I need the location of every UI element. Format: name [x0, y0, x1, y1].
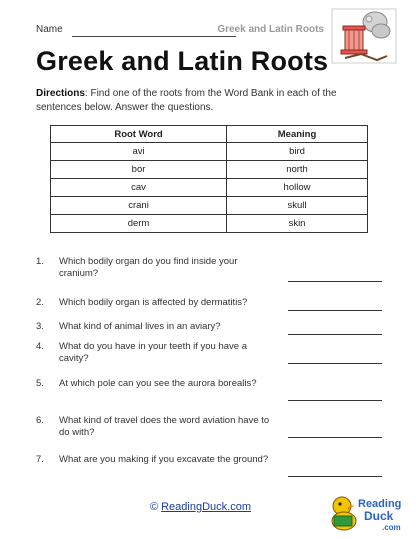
answer-line[interactable] [288, 310, 382, 311]
name-field-line[interactable] [72, 36, 236, 37]
header-meaning: Meaning [227, 126, 368, 143]
copyright-symbol: © [150, 501, 159, 513]
answer-line[interactable] [288, 476, 382, 477]
question-text: What kind of animal lives in an aviary? [59, 321, 221, 332]
reading-duck-logo [328, 480, 408, 534]
logo-word-duck: Duck [364, 509, 394, 523]
header-root-word: Root Word [51, 126, 227, 143]
question-text: At which pole can you see the aurora borealis? [59, 378, 257, 389]
meaning-cell: skull [227, 197, 368, 215]
table-row [51, 143, 368, 161]
question-item [36, 378, 382, 415]
meaning-cell: bird [227, 143, 368, 161]
question-text: What are you making if you excavate the ground? [59, 454, 269, 465]
question-item [36, 297, 382, 321]
answer-line[interactable] [288, 400, 382, 401]
question-text: Which bodily organ is affected by dermatitis? [59, 297, 248, 308]
question-number: 4. [36, 341, 44, 352]
table-row [51, 161, 368, 179]
word-bank-header-row [51, 126, 368, 143]
table-row [51, 179, 368, 197]
question-item [36, 256, 382, 297]
question-number: 7. [36, 454, 44, 465]
root-word-cell: derm [51, 215, 227, 233]
name-label: Name [36, 24, 63, 35]
question-item [36, 415, 382, 454]
directions-label: Directions [36, 88, 85, 99]
root-word-cell: avi [51, 143, 227, 161]
question-text: Which bodily organ do you find inside your cranium? [59, 256, 238, 279]
page-title: Greek and Latin Roots [36, 46, 329, 76]
directions [36, 87, 366, 115]
logo-word-reading: Reading [358, 498, 402, 510]
question-item [36, 321, 382, 341]
footer-link[interactable] [150, 501, 251, 513]
root-word-cell: bor [51, 161, 227, 179]
question-number: 5. [36, 378, 44, 389]
answer-line[interactable] [288, 281, 382, 282]
meaning-cell: skin [227, 215, 368, 233]
footer-site-link[interactable]: ReadingDuck.com [161, 501, 251, 513]
question-number: 3. [36, 321, 44, 332]
greek-column-illustration [331, 8, 397, 64]
root-word-cell: cav [51, 179, 227, 197]
question-item [36, 341, 382, 378]
header-row [36, 24, 324, 40]
question-text: What kind of travel does the word aviation have to do with? [59, 415, 270, 438]
table-row [51, 197, 368, 215]
meaning-cell: hollow [227, 179, 368, 197]
answer-line[interactable] [288, 334, 382, 335]
answer-line[interactable] [288, 437, 382, 438]
logo-word-com: .com [382, 523, 401, 532]
table-row [51, 215, 368, 233]
question-text: What do you have in your teeth if you have a cavity? [59, 341, 248, 364]
question-number: 1. [36, 256, 44, 267]
meaning-cell: north [227, 161, 368, 179]
question-list [36, 256, 382, 484]
question-number: 2. [36, 297, 44, 308]
directions-text: : Find one of the roots from the Word Bank in each of the sentences below. Answer the questions. [36, 88, 337, 113]
word-bank-table [50, 125, 368, 233]
root-word-cell: crani [51, 197, 227, 215]
worksheet-header-title: Greek and Latin Roots [217, 24, 324, 35]
answer-line[interactable] [288, 363, 382, 364]
question-number: 6. [36, 415, 44, 426]
